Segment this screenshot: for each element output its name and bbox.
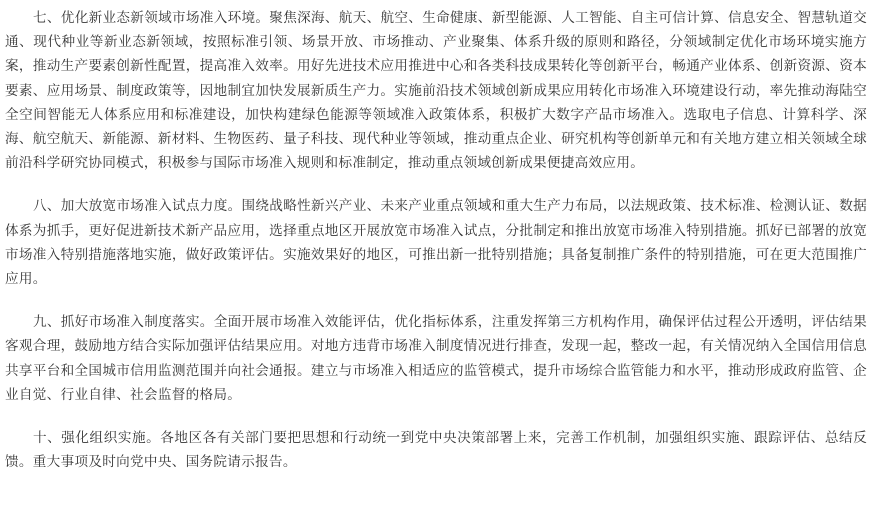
paragraph-section-8: 八、加大放宽市场准入试点力度。围绕战略性新兴产业、未来产业重点领域和重大生产力布局，以法规政策、技术标准、检测认证、数据体系为抓手，更好促进新技术新产品应用，选择重点地区开展放宽市场准入试点，分批制定和推出放宽市场准入特别措施。抓好已部署的放宽市场准入特别措施落地实施，做好政策评估。实施效果好的地区，可推出新一批特别措施；具备复制推广条件的特别措施，可在更大范围推广应用。 [5,198,867,288]
document-body [5,6,867,474]
paragraph-section-7: 七、优化新业态新领域市场准入环境。聚焦深海、航天、航空、生命健康、新型能源、人工智能、自主可信计算、信息安全、智慧轨道交通、现代种业等新业态新领域，按照标准引领、场景开放、市场推动、产业聚集、体系升级的原则和路径，分领域制定优化市场环境实施方案，推动生产要素创新性配置，提高准入效率。用好先进技术应用推进中心和各类科技成果转化等创新平台，畅通产业体系、创新资源、资本要素、应用场景、制度政策等，因地制宜加快发展新质生产力。实施前沿技术领域创新成果应用转化市场准入环境建设行动，率先推动海陆空全空间智能无人体系应用和标准建设，加快构建绿色能源等领域准入政策体系，积极扩大数字产品市场准入。选取电子信息、计算科学、深海、航空航天、新能源、新材料、生物医药、量子科技、现代种业等领域，推动重点企业、研究机构等创新单元和有关地方建立相关领域全球前沿科学研究协同模式，积极参与国际市场准入规则和标准制定，推动重点领域创新成果便捷高效应用。 [5,10,867,172]
paragraph-section-10: 十、强化组织实施。各地区各有关部门要把思想和行动统一到党中央决策部署上来，完善工作机制，加强组织实施、跟踪评估、总结反馈。重大事项及时向党中央、国务院请示报告。 [5,430,867,471]
paragraph-section-9: 九、抓好市场准入制度落实。全面开展市场准入效能评估，优化指标体系，注重发挥第三方机构作用，确保评估过程公开透明，评估结果客观合理，鼓励地方结合实际加强评估结果应用。对地方违背市场准入制度情况进行排查，发现一起，整改一起，有关情况纳入全国信用信息共享平台和全国城市信用监测范围并向社会通报。建立与市场准入相适应的监管模式，提升市场综合监管能力和水平，推动形成政府监管、企业自觉、行业自律、社会监督的格局。 [5,314,867,403]
